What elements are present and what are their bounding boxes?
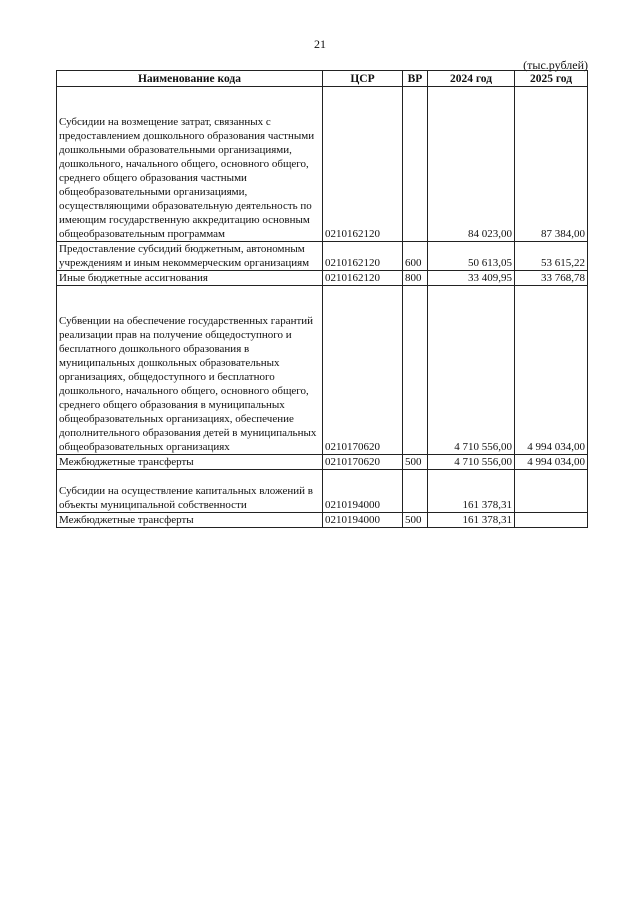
spacer (59, 470, 320, 484)
row-2024: 4 710 556,00 (428, 455, 515, 470)
row-2025: 4 994 034,00 (515, 286, 588, 455)
row-vr: 500 (403, 455, 428, 470)
row-vr: 600 (403, 242, 428, 271)
table-row (57, 87, 588, 242)
page-number: 21 (314, 37, 326, 51)
budget-table (56, 70, 588, 528)
header-2024: 2024 год (428, 71, 515, 87)
row-vr: 500 (403, 513, 428, 528)
row-vr: 800 (403, 271, 428, 286)
row-2025: 53 615,22 (515, 242, 588, 271)
units-label: (тыс.рублей) (523, 58, 588, 72)
row-name-cell (57, 470, 323, 513)
row-csr: 0210194000 (323, 513, 403, 528)
row-csr: 0210170620 (323, 286, 403, 455)
row-csr: 0210162120 (323, 87, 403, 242)
table-row (57, 286, 588, 455)
row-csr: 0210162120 (323, 271, 403, 286)
header-2025: 2025 год (515, 71, 588, 87)
header-name: Наименование кода (57, 71, 323, 87)
header-vr: ВР (403, 71, 428, 87)
row-vr (403, 470, 428, 513)
row-name-cell (57, 87, 323, 242)
table-header-row (57, 71, 588, 87)
row-name: Иные бюджетные ассигнования (57, 271, 323, 286)
row-2024: 4 710 556,00 (428, 286, 515, 455)
row-2025: 87 384,00 (515, 87, 588, 242)
table-row (57, 242, 588, 271)
header-csr: ЦСР (323, 71, 403, 87)
row-name: Субсидии на возмещение затрат, связанных с предоставлением дошкольного образования частными дошкольными образовательными организациями, дошкольного, начального общего, основного общего, среднего общего образования частными общеобразовательными организациями, осуществляющими образовательную деятельность по имеющим государственную аккредитацию основным общеобразовательным программам (59, 116, 315, 240)
spacer (59, 286, 320, 314)
row-name-cell (57, 286, 323, 455)
row-name: Межбюджетные трансферты (57, 455, 323, 470)
row-name: Субсидии на осуществление капитальных вложений в объекты муниципальной собственности (59, 485, 313, 511)
row-name: Межбюджетные трансферты (57, 513, 323, 528)
row-2024: 50 613,05 (428, 242, 515, 271)
row-csr: 0210194000 (323, 470, 403, 513)
row-vr (403, 286, 428, 455)
spacer (59, 87, 320, 115)
row-csr: 0210170620 (323, 455, 403, 470)
row-2024: 161 378,31 (428, 513, 515, 528)
row-csr: 0210162120 (323, 242, 403, 271)
row-2025: 4 994 034,00 (515, 455, 588, 470)
row-2025 (515, 470, 588, 513)
row-2024: 84 023,00 (428, 87, 515, 242)
row-2025 (515, 513, 588, 528)
table-row (57, 455, 588, 470)
row-vr (403, 87, 428, 242)
row-name: Субвенции на обеспечение государственных гарантий реализации прав на получение общедоступного и бесплатного дошкольного образования в муниципальных дошкольных образовательных организациях, общедоступного и бесплатного дошкольного, начального общего, основного общего, среднего общего образования в муниципальных общеобразовательных организациях, обеспечение дополнительного образования детей в муниципальных общеобразовательных организациях (59, 315, 317, 453)
row-2024: 33 409,95 (428, 271, 515, 286)
row-name: Предоставление субсидий бюджетным, автономным учреждениям и иным некоммерческим организациям (57, 242, 323, 271)
table-row (57, 470, 588, 513)
row-2024: 161 378,31 (428, 470, 515, 513)
row-2025: 33 768,78 (515, 271, 588, 286)
table-row (57, 271, 588, 286)
table-row (57, 513, 588, 528)
